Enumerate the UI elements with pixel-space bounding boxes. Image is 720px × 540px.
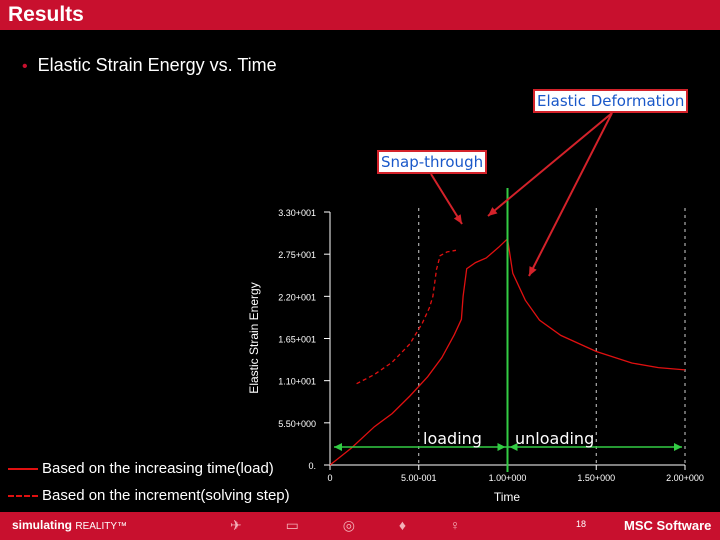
y-tick-label: 0.	[308, 461, 316, 471]
phase-arrowhead	[674, 443, 682, 451]
y-axis-label: Elastic Strain Energy	[247, 282, 261, 394]
legend-dashed-swatch	[8, 495, 38, 497]
bullet-text: Elastic Strain Energy vs. Time	[37, 55, 277, 75]
y-tick-label: 3.30+001	[278, 208, 316, 218]
y-tick-label: 1.10+001	[278, 376, 316, 387]
y-tick-label: 2.75+001	[278, 250, 316, 261]
y-tick-label: 2.20+001	[278, 292, 316, 303]
page-number: 18	[576, 519, 587, 529]
bullet-icon: •	[22, 58, 28, 75]
callout-arrow-to-unloading	[529, 113, 612, 276]
x-axis-label: Time	[493, 490, 521, 504]
phase-loading-label: loading	[423, 429, 482, 448]
series-dashed-line	[357, 250, 456, 383]
legend-solid-swatch	[8, 468, 38, 470]
phase-arrowhead	[334, 443, 342, 451]
legend-dashed	[8, 487, 290, 504]
callout-elastic-deformation: Elastic Deformation	[533, 89, 688, 113]
legend-solid-label: Based on the increasing time(load)	[42, 460, 274, 477]
footer-decor-icons: ✈ ▭ ◎ ♦ ♀	[230, 517, 481, 533]
y-tick-label: 5.50+000	[278, 418, 316, 429]
x-tick-label: 5.00-001	[400, 473, 437, 483]
x-tick-label: 0	[327, 473, 333, 483]
callout-arrow-to-peak	[488, 113, 612, 216]
phase-arrowhead	[498, 443, 506, 451]
x-tick-label: 2.00+000	[666, 473, 704, 483]
phase-unloading-label: unloading	[515, 429, 595, 448]
callout-snap-through: Snap-through	[377, 150, 487, 174]
x-tick-label: 1.50+000	[577, 473, 616, 483]
legend-solid	[8, 460, 274, 477]
x-tick-label: 1.00+000	[488, 473, 527, 483]
footer-bar	[0, 512, 720, 540]
msc-software-logo: MSC Software	[624, 518, 712, 533]
y-tick-label: 1.65+001	[278, 334, 316, 345]
legend-dashed-label: Based on the increment(solving step)	[42, 487, 290, 504]
footer-brand: simulating REALITY™	[12, 518, 128, 532]
page-title: Results	[8, 3, 84, 26]
